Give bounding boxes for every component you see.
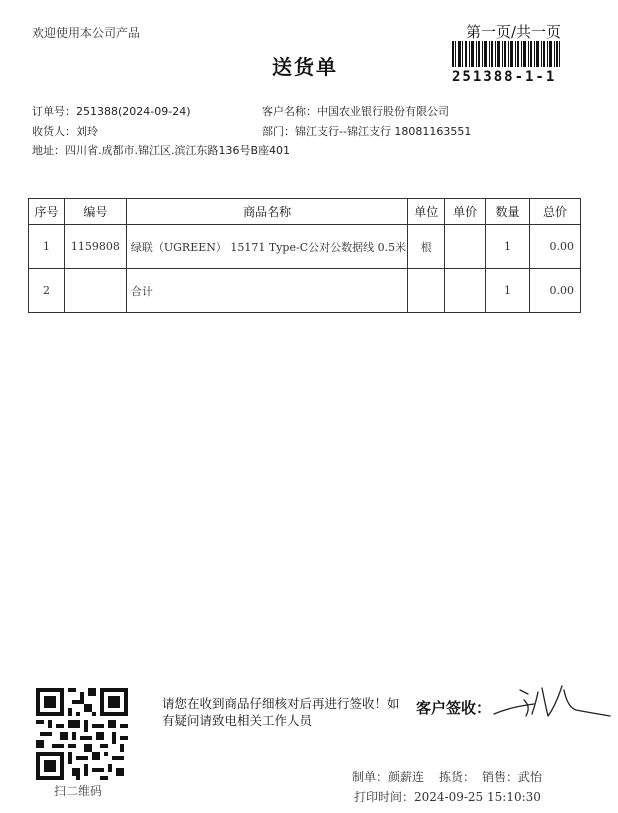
cell-product-name: 合计 — [126, 269, 407, 313]
print-time: 打印时间：2024-09-25 15:10:30 — [354, 790, 541, 804]
barcode-number: 251388-1-1 — [452, 69, 557, 85]
department: 部门：锦江支行--锦江支行 18081163551 — [262, 125, 472, 138]
items-table — [28, 198, 581, 313]
document-title: 送货单 — [272, 55, 338, 79]
header-quantity: 数量 — [486, 199, 530, 225]
header-seq: 序号 — [29, 199, 65, 225]
cell-product-name: 绿联（UGREEN） 15171 Type-C公对公数据线 0.5米 — [126, 225, 407, 269]
header-code: 编号 — [64, 199, 126, 225]
cell-unit-price — [445, 269, 486, 313]
header-unit-price: 单价 — [445, 199, 486, 225]
picker: 拣货： — [439, 770, 476, 784]
maker: 制单：颜薪连 — [352, 770, 425, 784]
signature-drawing — [490, 678, 612, 722]
cell-total: 0.00 — [530, 269, 581, 313]
cell-code: 1159808 — [64, 225, 126, 269]
cell-unit: 根 — [408, 225, 445, 269]
customer-signature-label: 客户签收： — [416, 699, 492, 717]
order-number: 订单号：251388(2024-09-24) — [32, 105, 191, 118]
header-unit: 单位 — [408, 199, 445, 225]
cell-seq: 1 — [29, 225, 65, 269]
table-row — [29, 225, 581, 269]
salesperson: 销售：武怡 — [482, 770, 543, 784]
cell-seq: 2 — [29, 269, 65, 313]
cell-code — [64, 269, 126, 313]
cell-quantity: 1 — [486, 269, 530, 313]
customer-name: 客户名称：中国农业银行股份有限公司 — [262, 105, 449, 118]
header-total: 总价 — [530, 199, 581, 225]
page-info: 第一页/共一页 — [466, 23, 562, 41]
header-product-name: 商品名称 — [126, 199, 407, 225]
qr-code — [36, 688, 128, 780]
receiver: 收货人：刘玲 — [32, 125, 98, 138]
barcode — [452, 41, 560, 67]
cell-unit — [408, 269, 445, 313]
table-row — [29, 269, 581, 313]
cell-total: 0.00 — [530, 225, 581, 269]
receipt-note: 请您在收到商品仔细核对后再进行签收！如有疑问请致电相关工作人员 — [162, 696, 400, 728]
cell-quantity: 1 — [486, 225, 530, 269]
welcome-text: 欢迎使用本公司产品 — [32, 26, 141, 40]
table-header-row — [29, 199, 581, 225]
cell-unit-price — [445, 225, 486, 269]
scan-qr-label: 扫二维码 — [54, 784, 103, 798]
address: 地址：四川省.成都市.锦江区.滨江东路136号B座401 — [32, 144, 291, 157]
